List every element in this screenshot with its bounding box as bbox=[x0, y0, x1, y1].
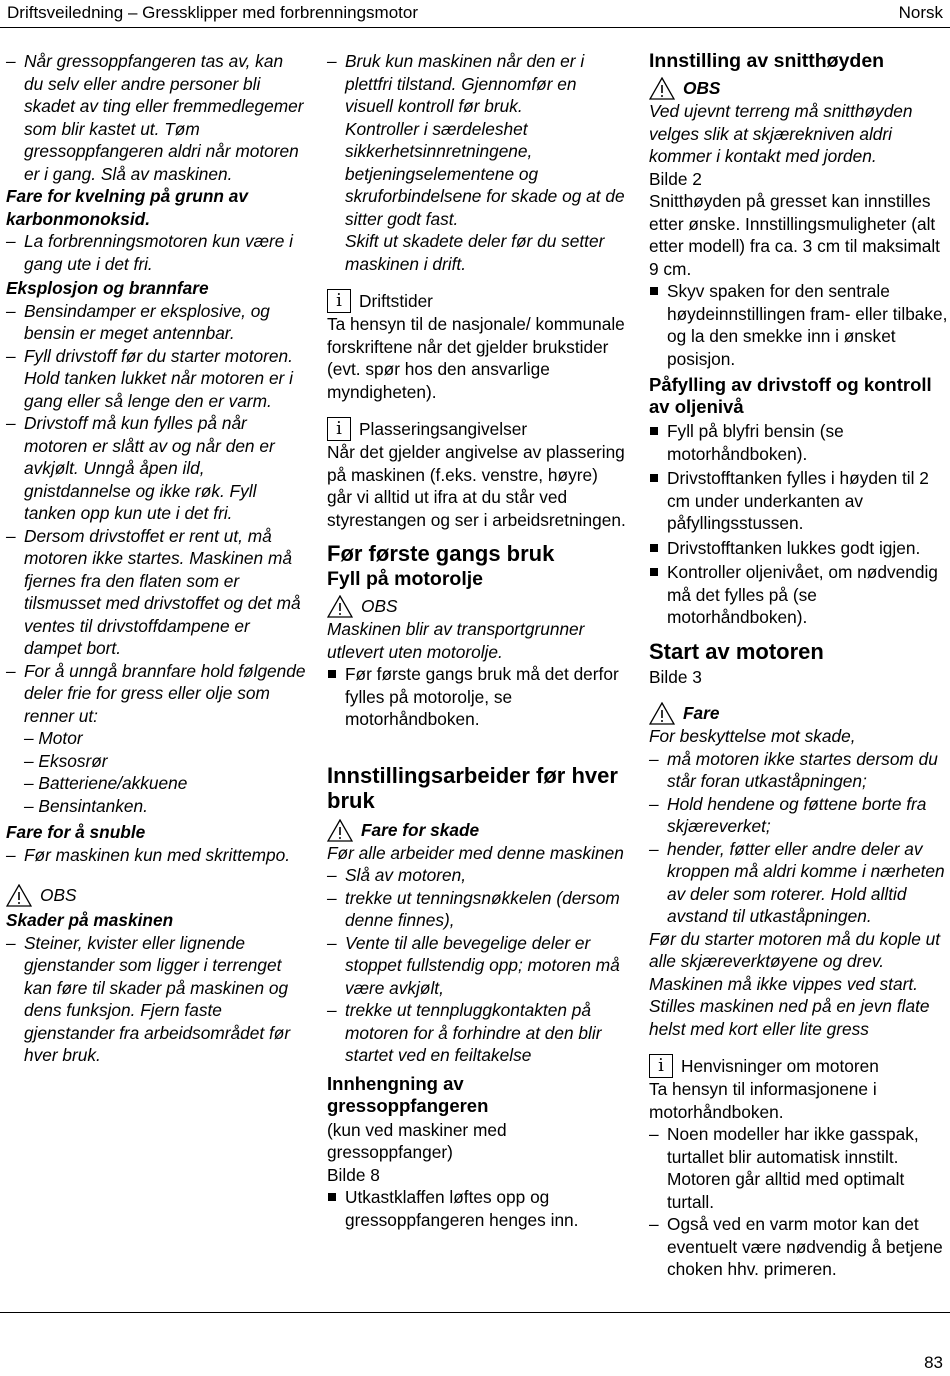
paragraph: Når det gjelder angivelse av plassering på maskinen (f.eks. venstre, høyre) går vi alltid ut ifra at du står ved styrestangen og ser i arbeidsretningen. bbox=[327, 442, 626, 530]
obs-label: OBS bbox=[683, 78, 721, 98]
figure-reference: Bilde 2 bbox=[649, 168, 702, 189]
warning-triangle-icon bbox=[327, 819, 353, 842]
bullet-item: Drivstofftanken fylles i høyden til 2 cm under underkanten av påfyllingsstussen. bbox=[649, 467, 949, 535]
fare-label: Fare for skade bbox=[361, 819, 480, 840]
list-item: – Også ved en varm motor kan det eventuelt være nødvendig å betjene choken hhv. primeren. bbox=[649, 1214, 943, 1279]
language-label: Norsk bbox=[898, 3, 943, 22]
paragraph: Kontroller i særdeleshet sikkerhetsinnretningene, betjeningselementene og skruforbindelsene for skade og at de sitter godt fast. bbox=[345, 118, 625, 229]
warning-triangle-icon bbox=[6, 884, 32, 907]
figure-reference: Bilde 3 bbox=[649, 666, 702, 687]
info-label: Henvisninger om motoren bbox=[681, 1055, 879, 1076]
sub-item: – Batteriene/akkuene bbox=[24, 773, 188, 793]
paragraph: Ta hensyn til de nasjonale/ kommunale forskriftene når det gjelder brukstider (evt. spør hos den ansvarlige myndigheten). bbox=[327, 314, 625, 402]
warning-triangle-icon bbox=[649, 702, 675, 725]
bullet-item: Skyv spaken for den sentrale høydeinnstillingen fram- eller tilbake, og la den smekke inn i ønsket posisjon. bbox=[649, 280, 949, 370]
paragraph: For beskyttelse mot skade, bbox=[649, 726, 856, 746]
bullet-item: Før første gangs bruk må det derfor fylles på motorolje, se motorhåndboken. bbox=[327, 663, 627, 731]
bullet-item: Drivstofftanken lukkes godt igjen. bbox=[649, 537, 949, 560]
paragraph: (kun ved maskiner med gressoppfanger) bbox=[327, 1119, 507, 1162]
info-henvisninger bbox=[649, 1054, 949, 1078]
paragraph: Snitthøyden på gresset kan innstilles etter ønske. Innstillingsmuligheter (alt etter modell) fra ca. 3 cm til maksimalt 9 cm. bbox=[649, 191, 940, 279]
info-label: Plasseringsangivelser bbox=[359, 418, 528, 439]
warning-triangle-icon bbox=[327, 595, 353, 618]
heading-skader: Skader på maskinen bbox=[6, 910, 174, 930]
column-1 bbox=[6, 50, 306, 1067]
obs-notice bbox=[327, 595, 627, 618]
list-item: – trekke ut tenningsnøkkelen (dersom denne finnes), bbox=[327, 887, 620, 930]
paragraph: Ta hensyn til informasjonene i motorhåndboken. bbox=[649, 1079, 877, 1122]
header-rule bbox=[0, 27, 950, 28]
list-item: – Hold hendene og føttene borte fra skjæreverket; bbox=[649, 793, 927, 836]
list-item: – trekke ut tennpluggkontakten på motoren for å forhindre at den blir startet ved en feiltakelse bbox=[327, 1000, 602, 1065]
info-icon: i bbox=[327, 417, 351, 441]
paragraph: Før alle arbeider med denne maskinen bbox=[327, 842, 624, 863]
obs-label: OBS bbox=[361, 596, 398, 616]
column-3 bbox=[649, 50, 949, 1281]
heading-innstillingsarbeider: Innstillingsarbeider før hver bruk bbox=[327, 762, 618, 813]
sub-item: – Bensintanken. bbox=[24, 795, 148, 816]
heading-pafylling: Påfylling av drivstoff og kontroll av oljenivå bbox=[649, 374, 932, 417]
bullet-item: Kontroller oljenivået, om nødvendig må det fylles på (se motorhåndboken). bbox=[649, 561, 949, 629]
heading-forste-bruk: Før første gangs bruk bbox=[327, 541, 555, 566]
info-label: Driftstider bbox=[359, 290, 433, 311]
list-item: – Noen modeller har ikke gasspak, turtallet blir automatisk innstilt. Motoren går alltid med optimalt turtall. bbox=[649, 1124, 919, 1212]
list-item: – Drivstoff må kun fylles på når motoren er slått av og når den er avkjølt. Unngå åpen ild, gnistdannelse og ikke røk. Fyll tanken opp kun ute i det fri. bbox=[6, 413, 275, 523]
list-item: – Steiner, kvister eller lignende gjenstander som ligger i terrenget kan føre til skader på maskinen og dens funksjon. Fjern faste gjenstander fra arbeidsområdet før hver bruk. bbox=[6, 932, 291, 1065]
heading-karbonmonoksid: Fare for kvelning på grunn av karbonmonoksid. bbox=[6, 186, 248, 229]
page-number: 83 bbox=[924, 1353, 943, 1372]
heading-snuble: Fare for å snuble bbox=[6, 822, 146, 842]
list-item: – For å unngå brannfare hold følgende deler frie for gress eller olje som renner ut: bbox=[6, 660, 306, 726]
list-item: – Bensindamper er eksplosive, og bensin er meget antennbar. bbox=[6, 300, 270, 343]
document-title: Driftsveiledning – Gressklipper med forbrenningsmotor bbox=[7, 3, 419, 22]
list-item: – Vente til alle bevegelige deler er stoppet fullstendig opp; motoren må være avkjølt, bbox=[327, 932, 620, 998]
footer-rule bbox=[0, 1312, 950, 1313]
warning-triangle-icon bbox=[649, 77, 675, 100]
sub-item: – Eksosrør bbox=[24, 750, 108, 771]
info-icon: i bbox=[327, 289, 351, 313]
fare-label: Fare bbox=[683, 703, 720, 723]
page-header bbox=[0, 0, 950, 26]
list-item: – Bruk kun maskinen når den er i plettfri tilstand. Gjennomfør en visuell kontroll før bruk. bbox=[327, 51, 585, 116]
fare-notice bbox=[649, 702, 949, 725]
list-item: – må motoren ikke startes dersom du står foran utkaståpningen; bbox=[649, 748, 938, 791]
bullet-item: Utkastklaffen løftes opp og gressoppfangeren henges inn. bbox=[327, 1186, 627, 1231]
list-item: – hender, føtter eller andre deler av kroppen må aldri komme i nærheten av deler som roterer. Hold alltid avstand til utkaståpningen. bbox=[649, 838, 945, 926]
obs-notice bbox=[649, 77, 949, 100]
sub-item: – Motor bbox=[24, 728, 83, 748]
list-item: – La forbrenningsmotoren kun være i gang ute i det fri. bbox=[6, 231, 293, 274]
list-item: – Før maskinen kun med skrittempo. bbox=[6, 844, 291, 865]
obs-notice bbox=[6, 884, 306, 907]
heading-fyll-motorolje: Fyll på motorolje bbox=[327, 568, 484, 590]
heading-eksplosjon: Eksplosjon og brannfare bbox=[6, 278, 209, 298]
info-icon: i bbox=[649, 1054, 673, 1078]
obs-label: OBS bbox=[40, 885, 77, 905]
paragraph: Før du starter motoren må du kople ut alle skjæreverktøyene og drev. Maskinen må ikke vippes ved start. Stilles maskinen ned på en jevn flate helst med kort eller lite gress bbox=[649, 928, 941, 1039]
paragraph: Maskinen blir av transportgrunner utlevert uten motorolje. bbox=[327, 619, 585, 662]
paragraph: Skift ut skadete deler før du setter maskinen i drift. bbox=[345, 231, 605, 274]
figure-reference: Bilde 8 bbox=[327, 1164, 380, 1185]
list-item: – Når gressoppfangeren tas av, kan du selv eller andre personer bli skadet av ting eller fremmedlegemer som blir kastet ut. Tøm gressoppfangeren aldri når motoren er i gang. Slå av maskinen. bbox=[6, 51, 304, 184]
list-item: – Slå av motoren, bbox=[327, 865, 467, 885]
heading-snitthoyde: Innstilling av snitthøyden bbox=[649, 50, 885, 72]
paragraph: Ved ujevnt terreng må snitthøyden velges slik at skjærekniven aldri kommer i kontakt med jorden. bbox=[649, 101, 913, 166]
list-item: – Fyll drivstoff før du starter motoren. Hold tanken lukket når motoren er i gang eller så lenge den er varm. bbox=[6, 345, 293, 411]
bullet-item: Fyll på blyfri bensin (se motorhåndboken). bbox=[649, 420, 949, 465]
list-item: – Dersom drivstoffet er rent ut, må motoren ikke startes. Maskinen må fjernes fra den flaten som er tilsmusset med drivstoffet og det må ventes til drivstoffdampene er dampet bort. bbox=[6, 525, 301, 658]
heading-innhengning: Innhengning av gressoppfangeren bbox=[327, 1072, 489, 1116]
column-2 bbox=[327, 50, 627, 1233]
info-plassering bbox=[327, 417, 627, 441]
heading-start-motor: Start av motoren bbox=[649, 638, 824, 664]
info-driftstider bbox=[327, 289, 627, 313]
fare-notice bbox=[327, 819, 627, 842]
